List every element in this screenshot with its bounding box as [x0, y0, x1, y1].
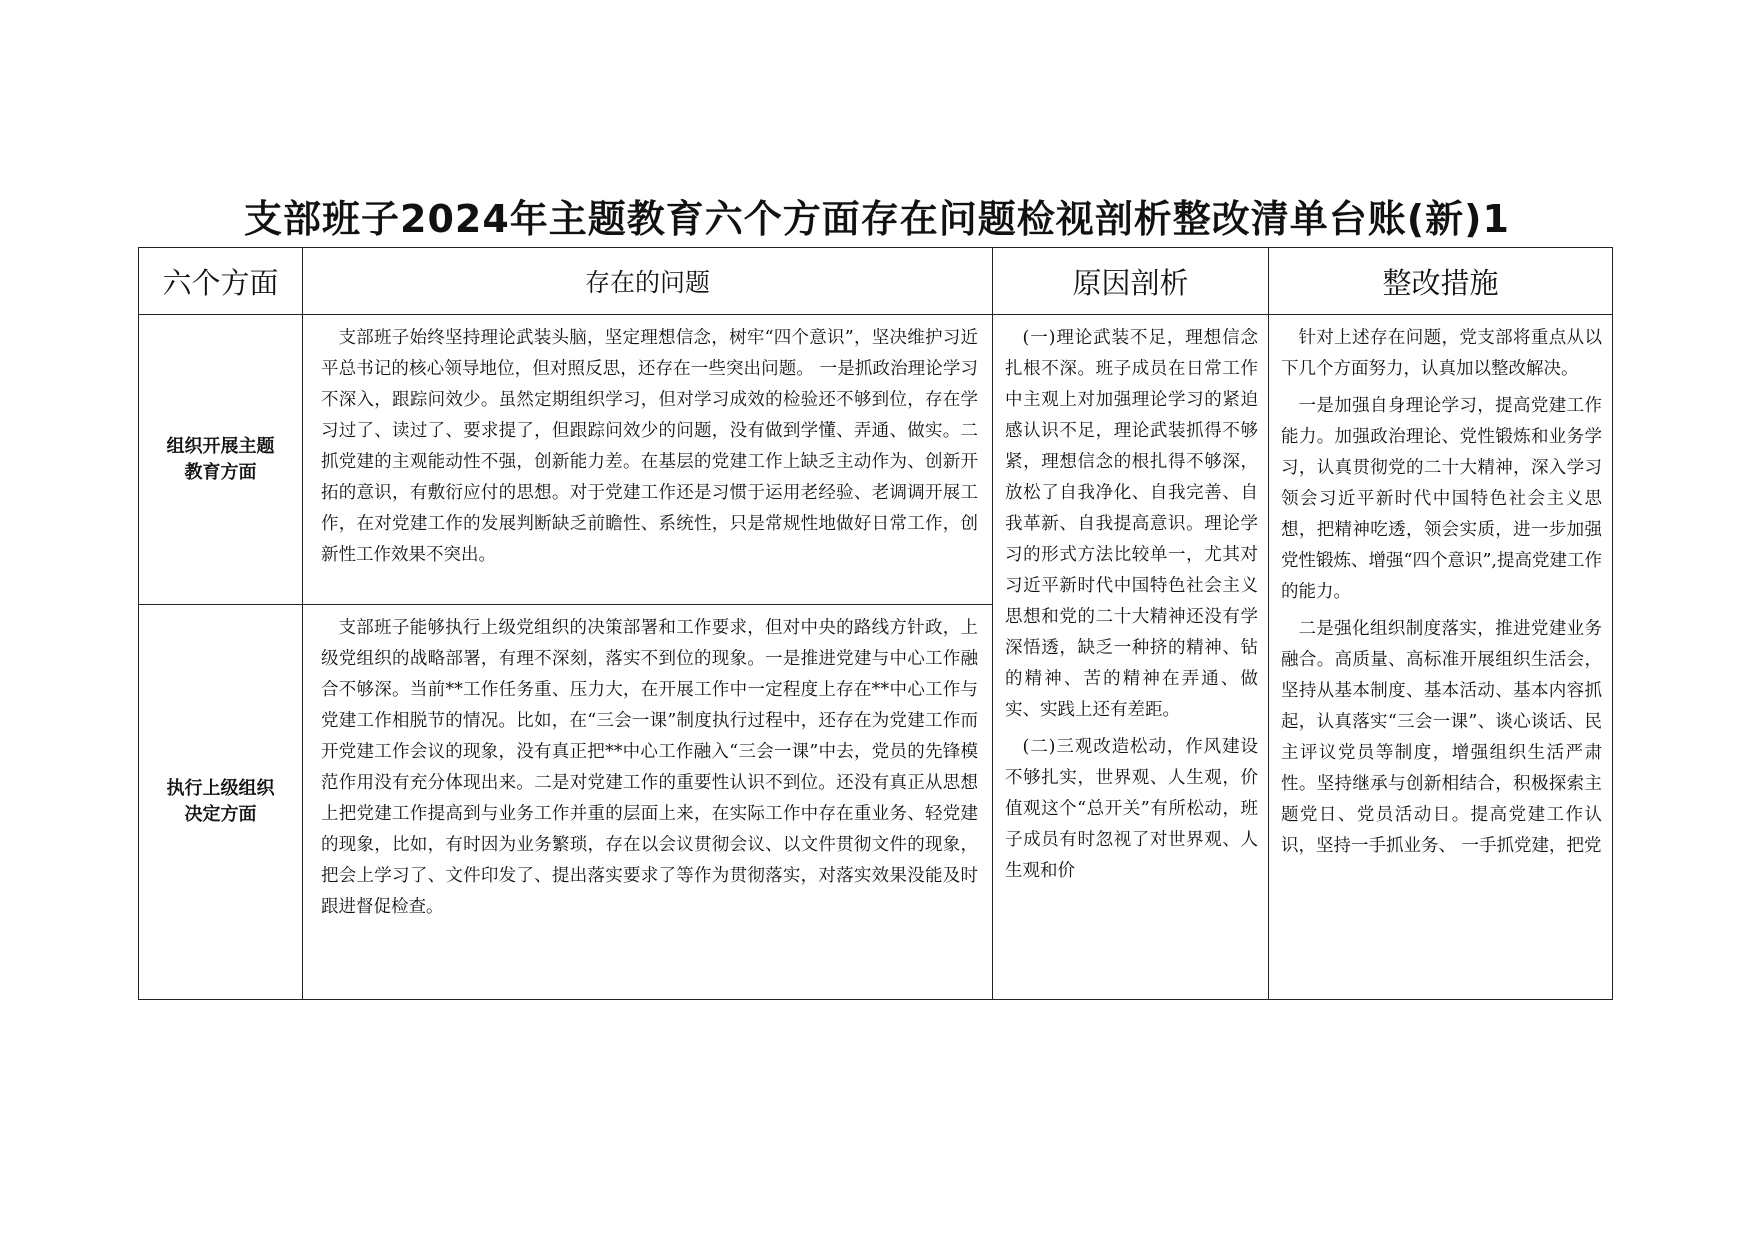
rectification-paragraph-2: 一是加强自身理论学习，提高党建工作能力。加强政治理论、党性锻炼和业务学习，认真贯彻党的二十大精神，深入学习领会习近平新时代中国特色社会主义思想，把精神吃透，领会实质，进一步加强党性锻炼、增强“四个意识”,提高党建工作的能力。 [1281, 396, 1602, 602]
rectification-cell [1269, 315, 1613, 1000]
rectification-paragraph-3: 二是强化组织制度落实，推进党建业务融合。高质量、高标准开展组织生活会，坚持从基本制度、基本活动、基本内容抓起，认真落实“三会一课”、谈心谈话、民主评议党员等制度，增强组织生活严肃性。坚持继承与创新相结合，积极探索主题党日、党员活动日。提高党建工作认识，坚持一手抓业务、 一手抓党建，把党 [1281, 619, 1602, 856]
table-row [139, 315, 1613, 605]
page-title: 支部班子2024年主题教育六个方面存在问题检视剖析整改清单台账(新)1 [244, 197, 1510, 241]
cause-analysis-cell [993, 315, 1269, 1000]
table-header-row [139, 248, 1613, 315]
header-aspect: 六个方面 [139, 248, 303, 315]
cause-paragraph-2: (二)三观改造松动，作风建设不够扎实，世界观、人生观，价值观这个“总开关”有所松动，班子成员有时忽视了对世界观、人生观和价 [1005, 737, 1258, 881]
header-cause-analysis: 原因剖析 [993, 248, 1269, 315]
issues-cell [303, 315, 993, 605]
issues-cell [303, 605, 993, 1000]
cause-paragraph-1: (一)理论武装不足，理想信念扎根不深。班子成员在日常工作中主观上对加强理论学习的紧迫感认识不足，理论武装抓得不够紧，理想信念的根扎得不够深，放松了自我净化、自我完善、自我革新、自我提高意识。理论学习的形式方法比较单一，尤其对习近平新时代中国特色社会主义思想和党的二十大精神还没有学深悟透，缺乏一种挤的精神、钻的精神、苦的精神在弄通、做实、实践上还有差距。 [1005, 328, 1258, 720]
rectification-ledger-table [138, 247, 1613, 1000]
rectification-paragraph-1: 针对上述存在问题，党支部将重点从以下几个方面努力，认真加以整改解决。 [1281, 328, 1602, 379]
header-rectification: 整改措施 [1269, 248, 1613, 315]
issues-text: 支部班子始终坚持理论武装头脑，坚定理想信念，树牢“四个意识”，坚决维护习近平总书记的核心领导地位，但对照反思，还存在一些突出问题。 一是抓政治理论学习不深入，跟踪问效少。虽然定期组织学习，但对学习成效的检验还不够到位，存在学习过了、读过了、要求提了，但跟踪问效少的问题，没有做到学懂、弄通、做实。二抓党建的主观能动性不强，创新能力差。在基层的党建工作上缺乏主动作为、创新开拓的意识，有敷衍应付的思想。对于党建工作还是习惯于运用老经验、老调调开展工作，在对党建工作的发展判断缺乏前瞻性、系统性，只是常规性地做好日常工作，创新性工作效果不突出。 [321, 328, 978, 565]
header-issues: 存在的问题 [303, 248, 993, 315]
issues-text: 支部班子能够执行上级党组织的决策部署和工作要求，但对中央的路线方针政，上级党组织的战略部署，有理不深刻，落实不到位的现象。一是推进党建与中心工作融合不够深。当前**工作任务重、压力大，在开展工作中一定程度上存在**中心工作与党建工作相脱节的情况。比如，在“三会一课”制度执行过程中，还存在为党建工作而开党建工作会议的现象，没有真正把**中心工作融入“三会一课”中去，党员的先锋模范作用没有充分体现出来。二是对党建工作的重要性认识不到位。还没有真正从思想上把党建工作提高到与业务工作并重的层面上来，在实际工作中存在重业务、轻党建的现象，比如，有时因为业务繁琐，存在以会议贯彻会议、以文件贯彻文件的现象，把会上学习了、文件印发了、提出落实要求了等作为贯彻落实，对落实效果没能及时跟进督促检查。 [321, 618, 978, 917]
aspect-cell: 执行上级组织决定方面 [139, 605, 303, 1000]
aspect-cell: 组织开展主题教育方面 [139, 315, 303, 605]
